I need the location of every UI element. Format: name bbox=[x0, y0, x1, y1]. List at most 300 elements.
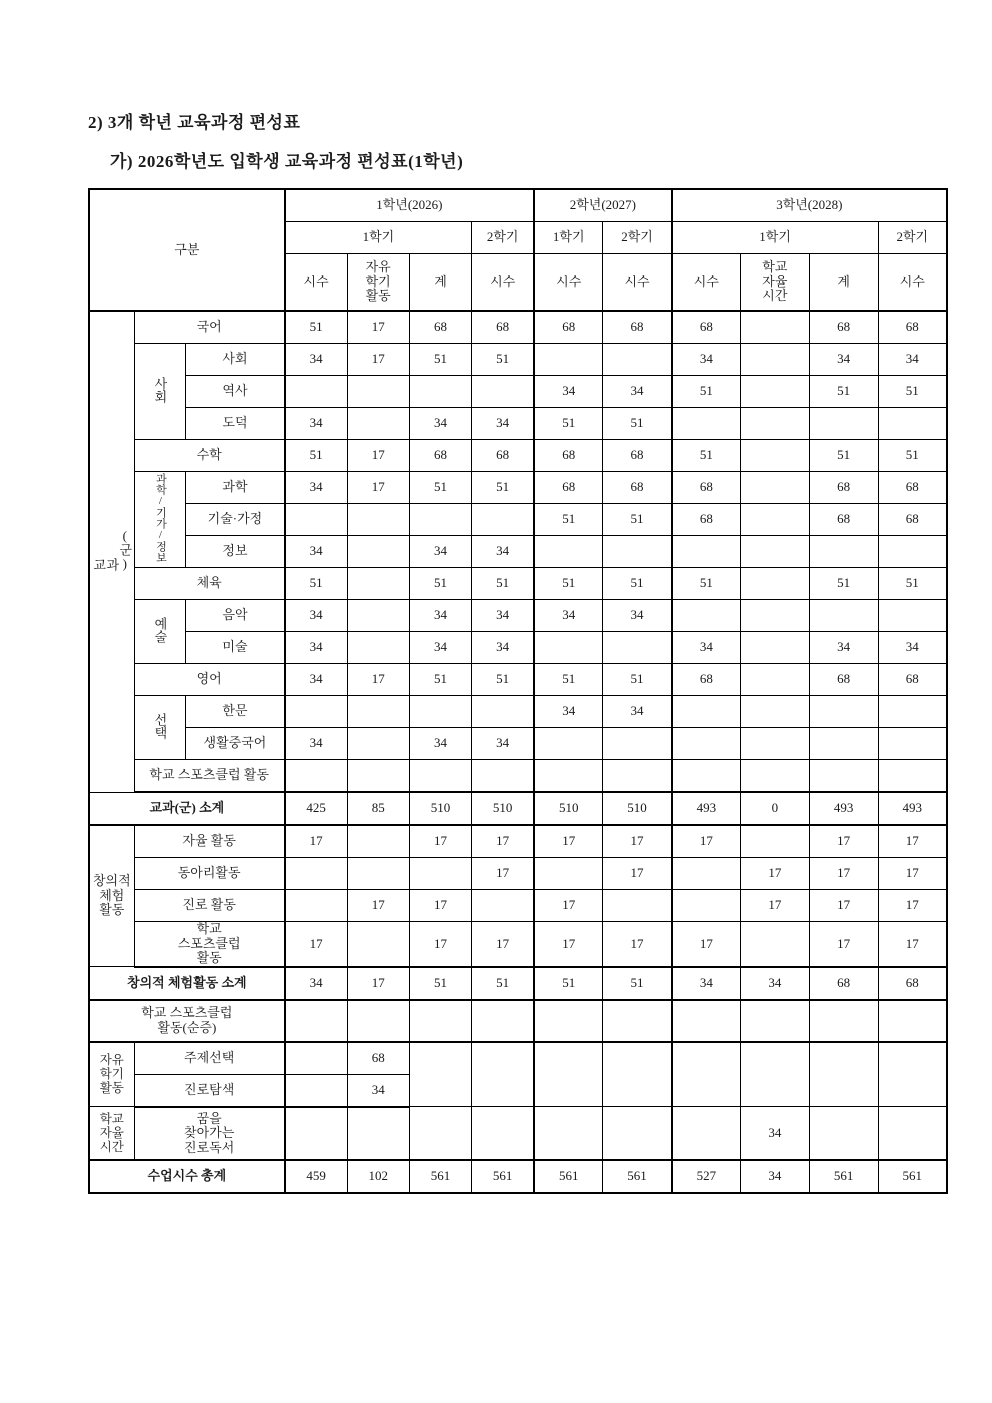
cell bbox=[740, 600, 809, 632]
cell: 68 bbox=[878, 664, 947, 696]
cell: 68 bbox=[534, 311, 603, 344]
cell bbox=[409, 1000, 471, 1042]
cell: 17 bbox=[472, 858, 534, 890]
cell bbox=[534, 1042, 603, 1107]
cell bbox=[472, 1107, 534, 1161]
group-label-jayu-line3: 활동 bbox=[99, 1081, 124, 1096]
cell: 17 bbox=[672, 825, 741, 858]
cell bbox=[534, 536, 603, 568]
cell: 34 bbox=[740, 1107, 809, 1161]
year-group-1: 1학년(2026) bbox=[285, 189, 534, 222]
cell: 51 bbox=[534, 664, 603, 696]
cell bbox=[409, 1042, 471, 1107]
table-row bbox=[89, 922, 947, 967]
cell: 51 bbox=[603, 967, 672, 1000]
cell: 68 bbox=[603, 440, 672, 472]
cell bbox=[878, 600, 947, 632]
group-label-hakgyo-line3: 시간 bbox=[99, 1140, 124, 1155]
cell: 17 bbox=[809, 825, 878, 858]
table-row bbox=[89, 858, 947, 890]
cell: 68 bbox=[603, 472, 672, 504]
cell: 51 bbox=[409, 344, 471, 376]
row-label-line2: 활동(순증) bbox=[157, 1019, 217, 1035]
cell: 493 bbox=[878, 792, 947, 825]
row-label: 한문 bbox=[186, 696, 285, 728]
table-row bbox=[89, 504, 947, 536]
cell: 51 bbox=[285, 568, 347, 600]
group-label-sahoe bbox=[134, 344, 186, 440]
cell bbox=[285, 1042, 347, 1075]
cell: 0 bbox=[740, 792, 809, 825]
row-label-line2: 스포츠클럽 bbox=[177, 935, 241, 951]
cell bbox=[603, 344, 672, 376]
curriculum-table bbox=[88, 188, 948, 1194]
semester-g1-s1: 1학기 bbox=[285, 222, 472, 254]
cell: 17 bbox=[347, 344, 409, 376]
cell: 34 bbox=[409, 536, 471, 568]
cell: 17 bbox=[347, 311, 409, 344]
col-header-9: 시수 bbox=[878, 254, 947, 312]
cell: 51 bbox=[472, 967, 534, 1000]
cell: 68 bbox=[878, 472, 947, 504]
cell bbox=[347, 728, 409, 760]
row-label: 정보 bbox=[186, 536, 285, 568]
cell bbox=[347, 825, 409, 858]
cell bbox=[603, 1107, 672, 1161]
cell: 51 bbox=[285, 311, 347, 344]
cell: 68 bbox=[672, 311, 741, 344]
cell bbox=[740, 568, 809, 600]
cell bbox=[740, 1042, 809, 1107]
cell: 68 bbox=[472, 440, 534, 472]
cell: 34 bbox=[603, 376, 672, 408]
cell: 17 bbox=[347, 967, 409, 1000]
col-header-7-line2: 자율 bbox=[762, 273, 788, 289]
col-header-7 bbox=[740, 254, 809, 312]
cell bbox=[603, 1000, 672, 1042]
cell bbox=[672, 600, 741, 632]
table-row bbox=[89, 600, 947, 632]
col-header-1 bbox=[347, 254, 409, 312]
cell bbox=[740, 408, 809, 440]
row-label-line1: 학교 스포츠클럽 bbox=[141, 1005, 233, 1021]
cell bbox=[740, 825, 809, 858]
cell: 34 bbox=[878, 344, 947, 376]
cell bbox=[740, 760, 809, 793]
cell: 17 bbox=[534, 825, 603, 858]
cell bbox=[285, 858, 347, 890]
year-group-3: 3학년(2028) bbox=[672, 189, 947, 222]
cell: 34 bbox=[809, 344, 878, 376]
cell: 17 bbox=[809, 858, 878, 890]
cell: 34 bbox=[672, 967, 741, 1000]
table-row-grandtotal bbox=[89, 1160, 947, 1193]
cell: 51 bbox=[409, 967, 471, 1000]
cell bbox=[534, 728, 603, 760]
row-label-line1: 학교 bbox=[196, 921, 222, 936]
cell bbox=[603, 760, 672, 793]
col-header-1-line2: 학기 bbox=[365, 273, 391, 289]
cell: 34 bbox=[809, 632, 878, 664]
cell bbox=[472, 696, 534, 728]
cell bbox=[809, 1000, 878, 1042]
cell bbox=[347, 760, 409, 793]
table-row bbox=[89, 568, 947, 600]
row-label: 영어 bbox=[134, 664, 285, 696]
col-header-2-total: 계 bbox=[409, 254, 471, 312]
group-label-gwahak-text: 과학/기가/정보 bbox=[154, 472, 167, 563]
cell: 51 bbox=[409, 568, 471, 600]
cell bbox=[672, 408, 741, 440]
table-row bbox=[89, 760, 947, 793]
semester-g1-s2: 2학기 bbox=[472, 222, 534, 254]
cell bbox=[534, 632, 603, 664]
cell bbox=[472, 376, 534, 408]
cell: 51 bbox=[878, 568, 947, 600]
col-header-6: 시수 bbox=[672, 254, 741, 312]
row-label: 자율 활동 bbox=[134, 825, 285, 858]
cell: 34 bbox=[603, 696, 672, 728]
group-label-changui-line1: 창의적 bbox=[92, 873, 131, 889]
year-group-2: 2학년(2027) bbox=[534, 189, 672, 222]
cell: 51 bbox=[672, 568, 741, 600]
cell bbox=[347, 1000, 409, 1042]
cell: 68 bbox=[809, 311, 878, 344]
table-row bbox=[89, 825, 947, 858]
cell: 17 bbox=[878, 922, 947, 967]
cell: 51 bbox=[603, 568, 672, 600]
row-label-line2: 찾아가는 bbox=[184, 1125, 235, 1141]
cell: 51 bbox=[472, 344, 534, 376]
cell: 68 bbox=[603, 311, 672, 344]
cell: 34 bbox=[285, 967, 347, 1000]
cell: 34 bbox=[472, 536, 534, 568]
semester-g3-s2: 2학기 bbox=[878, 222, 947, 254]
cell: 510 bbox=[409, 792, 471, 825]
cell bbox=[472, 1000, 534, 1042]
cell: 68 bbox=[472, 311, 534, 344]
cell bbox=[809, 536, 878, 568]
cell bbox=[285, 1107, 347, 1161]
cell bbox=[409, 696, 471, 728]
cell: 34 bbox=[534, 696, 603, 728]
cell bbox=[347, 504, 409, 536]
cell: 51 bbox=[809, 440, 878, 472]
cell: 34 bbox=[285, 600, 347, 632]
cell bbox=[672, 1107, 741, 1161]
row-label bbox=[134, 922, 285, 967]
cell: 493 bbox=[672, 792, 741, 825]
group-label-hakgyo-line2: 자율 bbox=[99, 1126, 124, 1141]
cell bbox=[472, 1042, 534, 1107]
table-row bbox=[89, 536, 947, 568]
cell: 68 bbox=[809, 504, 878, 536]
cell bbox=[809, 728, 878, 760]
row-label: 도덕 bbox=[186, 408, 285, 440]
corner-label-gubun: 구분 bbox=[89, 189, 285, 311]
cell: 34 bbox=[472, 600, 534, 632]
cell: 68 bbox=[878, 504, 947, 536]
group-label-seontaek bbox=[134, 696, 186, 760]
row-label-line3: 진로독서 bbox=[184, 1139, 235, 1155]
cell: 68 bbox=[347, 1042, 409, 1075]
cell bbox=[603, 890, 672, 922]
cell bbox=[878, 728, 947, 760]
semester-g2-s2: 2학기 bbox=[603, 222, 672, 254]
cell: 17 bbox=[347, 472, 409, 504]
cell: 34 bbox=[672, 632, 741, 664]
cell: 561 bbox=[409, 1160, 471, 1193]
row-label-sports-net bbox=[89, 1000, 285, 1042]
cell bbox=[878, 696, 947, 728]
cell bbox=[740, 472, 809, 504]
cell bbox=[740, 696, 809, 728]
cell: 34 bbox=[409, 408, 471, 440]
cell: 51 bbox=[672, 440, 741, 472]
cell: 34 bbox=[472, 728, 534, 760]
cell bbox=[740, 536, 809, 568]
cell: 68 bbox=[878, 967, 947, 1000]
cell: 17 bbox=[603, 922, 672, 967]
row-label-line1: 학교 스포츠클럽 활동 bbox=[149, 767, 269, 783]
row-label bbox=[134, 1107, 285, 1161]
cell: 51 bbox=[809, 568, 878, 600]
cell: 527 bbox=[672, 1160, 741, 1193]
cell: 493 bbox=[809, 792, 878, 825]
table-row bbox=[89, 440, 947, 472]
group-label-hakgyo bbox=[89, 1107, 134, 1161]
cell: 51 bbox=[472, 664, 534, 696]
semester-g3-s1: 1학기 bbox=[672, 222, 878, 254]
row-label: 체육 bbox=[134, 568, 285, 600]
cell: 17 bbox=[409, 890, 471, 922]
group-label-yesul-text: 예술 bbox=[152, 616, 168, 643]
cell: 68 bbox=[809, 472, 878, 504]
row-label: 생활중국어 bbox=[186, 728, 285, 760]
subtotal-label-changui: 창의적 체험활동 소계 bbox=[89, 967, 285, 1000]
cell bbox=[740, 311, 809, 344]
group-label-changui-line3: 활동 bbox=[99, 902, 125, 918]
cell: 51 bbox=[285, 440, 347, 472]
cell: 34 bbox=[409, 728, 471, 760]
header-row-years bbox=[89, 189, 947, 222]
table-row bbox=[89, 1000, 947, 1042]
cell: 51 bbox=[472, 568, 534, 600]
cell bbox=[347, 600, 409, 632]
cell bbox=[740, 664, 809, 696]
cell: 17 bbox=[347, 890, 409, 922]
col-header-0: 시수 bbox=[285, 254, 347, 312]
col-header-5: 시수 bbox=[603, 254, 672, 312]
group-label-jayu bbox=[89, 1042, 134, 1107]
col-header-1-line1: 자유 bbox=[365, 259, 391, 275]
cell: 459 bbox=[285, 1160, 347, 1193]
row-label: 미술 bbox=[186, 632, 285, 664]
cell bbox=[285, 1074, 347, 1107]
cell bbox=[878, 1042, 947, 1107]
group-label-gwahak bbox=[134, 472, 186, 568]
row-label bbox=[134, 760, 285, 793]
cell bbox=[472, 760, 534, 793]
group-label-seontaek-text: 선택 bbox=[152, 712, 168, 739]
row-label: 주제선택 bbox=[134, 1042, 285, 1075]
table-row bbox=[89, 311, 947, 344]
cell: 17 bbox=[878, 890, 947, 922]
table-row bbox=[89, 344, 947, 376]
cell bbox=[347, 858, 409, 890]
cell bbox=[740, 632, 809, 664]
cell bbox=[603, 632, 672, 664]
cell: 51 bbox=[603, 664, 672, 696]
cell: 51 bbox=[809, 376, 878, 408]
cell: 17 bbox=[740, 858, 809, 890]
row-label: 사회 bbox=[186, 344, 285, 376]
cell: 561 bbox=[603, 1160, 672, 1193]
cell: 17 bbox=[472, 922, 534, 967]
cell bbox=[347, 632, 409, 664]
cell: 34 bbox=[740, 967, 809, 1000]
cell: 17 bbox=[878, 825, 947, 858]
cell bbox=[409, 504, 471, 536]
cell bbox=[347, 408, 409, 440]
cell bbox=[878, 408, 947, 440]
cell bbox=[409, 858, 471, 890]
cell: 34 bbox=[285, 472, 347, 504]
cell bbox=[740, 922, 809, 967]
cell bbox=[672, 536, 741, 568]
table-row bbox=[89, 890, 947, 922]
group-label-jayu-line2: 학기 bbox=[99, 1067, 124, 1082]
row-label: 역사 bbox=[186, 376, 285, 408]
cell: 68 bbox=[672, 472, 741, 504]
group-label-gyogwa bbox=[89, 311, 134, 792]
cell: 17 bbox=[409, 825, 471, 858]
row-label: 음악 bbox=[186, 600, 285, 632]
cell bbox=[534, 1000, 603, 1042]
cell bbox=[347, 696, 409, 728]
col-header-1-line3: 활동 bbox=[365, 288, 391, 304]
cell bbox=[534, 760, 603, 793]
cell bbox=[347, 568, 409, 600]
cell: 510 bbox=[472, 792, 534, 825]
col-header-7-line1: 학교 bbox=[762, 259, 788, 275]
cell: 17 bbox=[534, 890, 603, 922]
cell: 34 bbox=[285, 344, 347, 376]
group-label-changui bbox=[89, 825, 134, 967]
row-label-line1: 꿈을 bbox=[196, 1110, 222, 1126]
cell: 34 bbox=[534, 600, 603, 632]
cell bbox=[603, 536, 672, 568]
group-label-gyogwa-line1: 교 bbox=[91, 558, 107, 572]
cell bbox=[603, 728, 672, 760]
cell bbox=[672, 890, 741, 922]
cell bbox=[672, 728, 741, 760]
cell: 510 bbox=[603, 792, 672, 825]
group-label-sahoe-text: 사회 bbox=[152, 376, 168, 403]
cell bbox=[672, 1042, 741, 1107]
cell bbox=[285, 1000, 347, 1042]
cell: 17 bbox=[672, 922, 741, 967]
cell bbox=[472, 890, 534, 922]
table-row bbox=[89, 696, 947, 728]
cell bbox=[347, 536, 409, 568]
cell: 34 bbox=[740, 1160, 809, 1193]
row-label: 진로탐색 bbox=[134, 1074, 285, 1107]
cell: 561 bbox=[809, 1160, 878, 1193]
cell: 425 bbox=[285, 792, 347, 825]
row-label: 진로 활동 bbox=[134, 890, 285, 922]
cell bbox=[285, 696, 347, 728]
cell: 51 bbox=[409, 472, 471, 504]
cell bbox=[285, 376, 347, 408]
cell: 51 bbox=[603, 504, 672, 536]
cell: 34 bbox=[285, 536, 347, 568]
table-row bbox=[89, 376, 947, 408]
cell: 17 bbox=[347, 664, 409, 696]
section-heading-1: 2) 3개 학년 교육과정 편성표 bbox=[88, 113, 301, 132]
col-header-8-total: 계 bbox=[809, 254, 878, 312]
cell: 68 bbox=[409, 311, 471, 344]
cell: 51 bbox=[534, 967, 603, 1000]
cell bbox=[347, 1107, 409, 1161]
cell: 68 bbox=[672, 504, 741, 536]
cell bbox=[534, 344, 603, 376]
cell: 17 bbox=[534, 922, 603, 967]
cell: 17 bbox=[347, 440, 409, 472]
cell: 51 bbox=[672, 376, 741, 408]
cell: 17 bbox=[878, 858, 947, 890]
cell: 34 bbox=[878, 632, 947, 664]
cell bbox=[740, 1000, 809, 1042]
cell bbox=[809, 408, 878, 440]
table-row bbox=[89, 632, 947, 664]
cell: 68 bbox=[878, 311, 947, 344]
cell: 34 bbox=[409, 632, 471, 664]
table-row-subtotal bbox=[89, 792, 947, 825]
row-label: 국어 bbox=[134, 311, 285, 344]
semester-g2-s1: 1학기 bbox=[534, 222, 603, 254]
cell bbox=[672, 696, 741, 728]
cell bbox=[809, 696, 878, 728]
col-header-7-line3: 시간 bbox=[762, 288, 788, 304]
cell: 510 bbox=[534, 792, 603, 825]
cell bbox=[878, 536, 947, 568]
cell: 17 bbox=[603, 858, 672, 890]
table-row bbox=[89, 664, 947, 696]
cell bbox=[809, 760, 878, 793]
cell bbox=[809, 1042, 878, 1107]
cell bbox=[285, 760, 347, 793]
cell: 34 bbox=[285, 728, 347, 760]
cell: 17 bbox=[740, 890, 809, 922]
table-row bbox=[89, 1042, 947, 1075]
grand-total-label: 수업시수 총계 bbox=[89, 1160, 285, 1193]
cell bbox=[603, 1042, 672, 1107]
cell bbox=[347, 376, 409, 408]
group-label-gyogwa-line3: (군) bbox=[117, 528, 133, 572]
cell: 34 bbox=[603, 600, 672, 632]
cell: 68 bbox=[534, 472, 603, 504]
cell bbox=[672, 1000, 741, 1042]
row-label: 과학 bbox=[186, 472, 285, 504]
cell: 51 bbox=[603, 408, 672, 440]
cell: 34 bbox=[409, 600, 471, 632]
cell bbox=[285, 890, 347, 922]
cell: 68 bbox=[809, 967, 878, 1000]
cell bbox=[809, 1107, 878, 1161]
row-label: 기술·가정 bbox=[186, 504, 285, 536]
cell bbox=[878, 760, 947, 793]
